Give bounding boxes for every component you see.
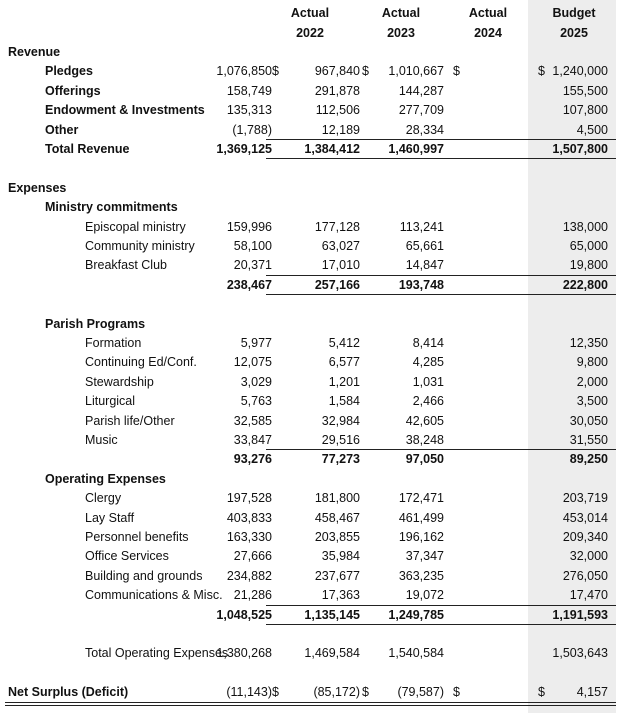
row-label: Music (85, 433, 118, 447)
row-label: Lay Staff (85, 510, 135, 525)
cell-value: 209,340 (562, 530, 608, 544)
column-header-line1: Actual (381, 6, 421, 20)
row-label: Ministry commitments (45, 200, 178, 215)
cell-value: 1,135,145 (304, 607, 360, 622)
cell-value: 458,467 (314, 510, 360, 525)
cell-value: (79,587) (397, 685, 444, 700)
cell-value: 237,677 (314, 568, 360, 583)
table-row (0, 159, 624, 178)
cell-value: 1,048,525 (216, 607, 272, 622)
cell-value: 31,550 (569, 433, 608, 447)
table-row (0, 179, 624, 198)
cell-value: 234,882 (226, 568, 272, 583)
cell-value: 12,350 (569, 336, 608, 350)
cell-value: 97,050 (405, 452, 444, 467)
table-row (0, 101, 624, 120)
cell-value: 12,189 (321, 122, 360, 137)
cell-value: 93,276 (233, 452, 272, 467)
table-row (0, 586, 624, 605)
cell-value: 30,050 (569, 413, 608, 428)
row-label: Breakfast Club (85, 258, 167, 273)
table-row (0, 295, 624, 314)
cell-value: 35,984 (321, 549, 360, 564)
row-label: Community ministry (85, 239, 195, 253)
table-row (0, 625, 624, 644)
table-row (0, 450, 624, 469)
cell-value: 1,540,584 (388, 646, 444, 661)
row-label: Operating Expenses (45, 471, 166, 486)
cell-value: 277,709 (398, 103, 444, 118)
cell-value: 65,000 (569, 239, 608, 253)
cell-value: 1,369,125 (216, 142, 272, 156)
cell-value: 276,050 (562, 568, 608, 583)
cell-value: 58,100 (233, 239, 272, 253)
cell-value: 363,235 (398, 568, 444, 583)
cell-value: 453,014 (562, 510, 608, 525)
column-header-line1: Actual (468, 6, 508, 20)
cell-value: 20,371 (233, 258, 272, 273)
cell-value: 63,027 (321, 239, 360, 253)
cell-value: 42,605 (405, 413, 444, 428)
cell-value: 163,330 (226, 530, 272, 544)
row-label: Pledges (45, 64, 93, 79)
row-label: Formation (85, 336, 142, 350)
table-row (0, 237, 624, 256)
cell-value: 203,719 (562, 491, 608, 506)
cell-value: 196,162 (398, 530, 444, 544)
table-row (0, 121, 624, 140)
column-header-year: 2025 (560, 25, 588, 40)
table-row (0, 373, 624, 392)
cell-value: 257,166 (314, 277, 360, 292)
cell-value: 4,285 (412, 355, 444, 370)
cell-value: 38,248 (405, 433, 444, 447)
table-row (0, 547, 624, 566)
currency-symbol: $ (362, 64, 369, 79)
cell-value: 1,076,850 (216, 64, 272, 79)
cell-value: 5,977 (240, 336, 272, 350)
cell-value: 1,507,800 (552, 142, 608, 156)
row-label: Parish Programs (45, 316, 146, 331)
row-label: Revenue (8, 45, 61, 59)
cell-value: 3,500 (576, 394, 608, 409)
cell-value: 144,287 (398, 83, 444, 98)
cell-value: 107,800 (562, 103, 608, 118)
cell-value: 1,240,000 (552, 64, 608, 79)
cell-value: 65,661 (405, 239, 444, 253)
cell-value: 89,250 (569, 452, 608, 467)
table-row (0, 606, 624, 625)
table-row (0, 315, 624, 334)
row-label: Parish life/Other (85, 413, 175, 428)
cell-value: 32,000 (569, 549, 608, 564)
cell-value: 113,241 (399, 219, 444, 234)
table-row (0, 334, 624, 353)
row-label: Episcopal ministry (85, 219, 186, 234)
cell-value: 5,763 (240, 394, 272, 409)
cell-value: 1,460,997 (388, 142, 444, 156)
cell-value: 158,749 (226, 83, 272, 98)
cell-value: 135,313 (226, 103, 272, 118)
cell-value: 4,157 (576, 685, 608, 700)
cell-value: 291,878 (314, 83, 360, 98)
table-row (0, 644, 624, 663)
table-row (0, 198, 624, 217)
cell-value: (85,172) (313, 685, 360, 700)
cell-value: 4,500 (576, 122, 608, 137)
cell-value: 32,984 (321, 413, 360, 428)
cell-value: 159,996 (226, 219, 272, 234)
table-row (0, 509, 624, 528)
currency-symbol: $ (272, 685, 279, 700)
currency-symbol: $ (272, 64, 279, 79)
row-label: Expenses (8, 180, 67, 195)
cell-value: 222,800 (562, 277, 608, 292)
cell-value: 1,249,785 (388, 607, 444, 622)
table-row (0, 489, 624, 508)
cell-value: 197,528 (226, 491, 272, 506)
row-label: Other (45, 122, 79, 137)
row-label: Building and grounds (85, 568, 203, 583)
cell-value: 172,471 (398, 491, 444, 506)
row-label: Net Surplus (Deficit) (8, 685, 129, 700)
cell-value: 203,855 (314, 530, 360, 544)
cell-value: 967,840 (314, 64, 360, 79)
table-row (0, 82, 624, 101)
cell-value: 3,029 (240, 374, 272, 389)
table-row (0, 567, 624, 586)
table-row (0, 392, 624, 411)
table-row (0, 470, 624, 489)
cell-value: 27,666 (233, 549, 272, 564)
column-header-line1: Actual (290, 6, 330, 20)
cell-value: 403,833 (226, 510, 272, 525)
currency-symbol: $ (538, 64, 545, 79)
table-row (0, 528, 624, 547)
cell-value: 8,414 (412, 336, 444, 350)
cell-value: 77,273 (321, 452, 360, 467)
cell-value: 9,800 (576, 355, 608, 370)
table-row (0, 683, 624, 702)
cell-value: 1,191,593 (552, 607, 608, 622)
row-label: Clergy (85, 491, 122, 506)
cell-value: 17,470 (569, 588, 608, 603)
column-header-year: 2024 (474, 25, 502, 40)
cell-value: 193,748 (398, 277, 444, 292)
cell-value: 155,500 (562, 83, 608, 98)
cell-value: 1,384,412 (304, 142, 360, 156)
cell-value: (11,143) (226, 685, 272, 700)
row-label: Continuing Ed/Conf. (85, 355, 197, 370)
cell-value: 12,075 (233, 355, 272, 370)
cell-value: 1,503,643 (552, 646, 608, 661)
table-row (0, 664, 624, 683)
currency-symbol: $ (453, 685, 460, 700)
cell-value: 2,000 (576, 374, 608, 389)
cell-value: 17,010 (321, 258, 360, 273)
cell-value: 1,469,584 (304, 646, 360, 661)
row-label: Endowment & Investments (45, 103, 205, 118)
cell-value: 461,499 (398, 510, 444, 525)
cell-value: 238,467 (226, 277, 272, 292)
row-label: Offerings (45, 83, 101, 98)
currency-symbol: $ (362, 685, 369, 700)
row-label: Total Operating Expenses (85, 646, 229, 661)
table-row (0, 43, 624, 62)
cell-value: 19,072 (405, 588, 444, 603)
table-row (0, 353, 624, 372)
table-row (0, 431, 624, 450)
cell-value: 1,031 (412, 374, 444, 389)
cell-value: 2,466 (412, 394, 444, 409)
cell-value: (1,788) (232, 122, 272, 137)
cell-value: 6,577 (328, 355, 360, 370)
cell-value: 32,585 (233, 413, 272, 428)
row-label: Personnel benefits (85, 530, 189, 544)
cell-value: 29,516 (321, 433, 360, 447)
cell-value: 112,506 (315, 103, 360, 118)
row-label: Stewardship (85, 374, 154, 389)
cell-value: 5,412 (328, 336, 360, 350)
table-row (0, 412, 624, 431)
cell-value: 138,000 (562, 219, 608, 234)
cell-value: 14,847 (405, 258, 444, 273)
row-label: Communications & Misc. (85, 588, 223, 603)
table-row (0, 276, 624, 295)
net-total-double-rule (5, 702, 616, 706)
cell-value: 1,010,667 (388, 64, 444, 79)
cell-value: 19,800 (569, 258, 608, 273)
cell-value: 37,347 (405, 549, 444, 564)
table-row (0, 62, 624, 81)
row-label: Office Services (85, 549, 169, 564)
cell-value: 1,201 (328, 374, 360, 389)
row-label: Total Revenue (45, 142, 130, 156)
table-row (0, 140, 624, 159)
cell-value: 1,380,268 (216, 646, 272, 661)
cell-value: 177,128 (314, 219, 360, 234)
table-row (0, 256, 624, 275)
cell-value: 28,334 (405, 122, 444, 137)
currency-symbol: $ (453, 64, 460, 79)
cell-value: 17,363 (321, 588, 360, 603)
column-header-year: 2022 (296, 25, 324, 40)
row-label: Liturgical (85, 394, 136, 409)
column-header-year: 2023 (387, 25, 415, 40)
table-row (0, 218, 624, 237)
cell-value: 181,800 (314, 491, 360, 506)
cell-value: 1,584 (328, 394, 360, 409)
cell-value: 33,847 (233, 433, 272, 447)
currency-symbol: $ (538, 685, 545, 700)
column-header-line1: Budget (552, 6, 596, 20)
cell-value: 21,286 (233, 588, 272, 603)
